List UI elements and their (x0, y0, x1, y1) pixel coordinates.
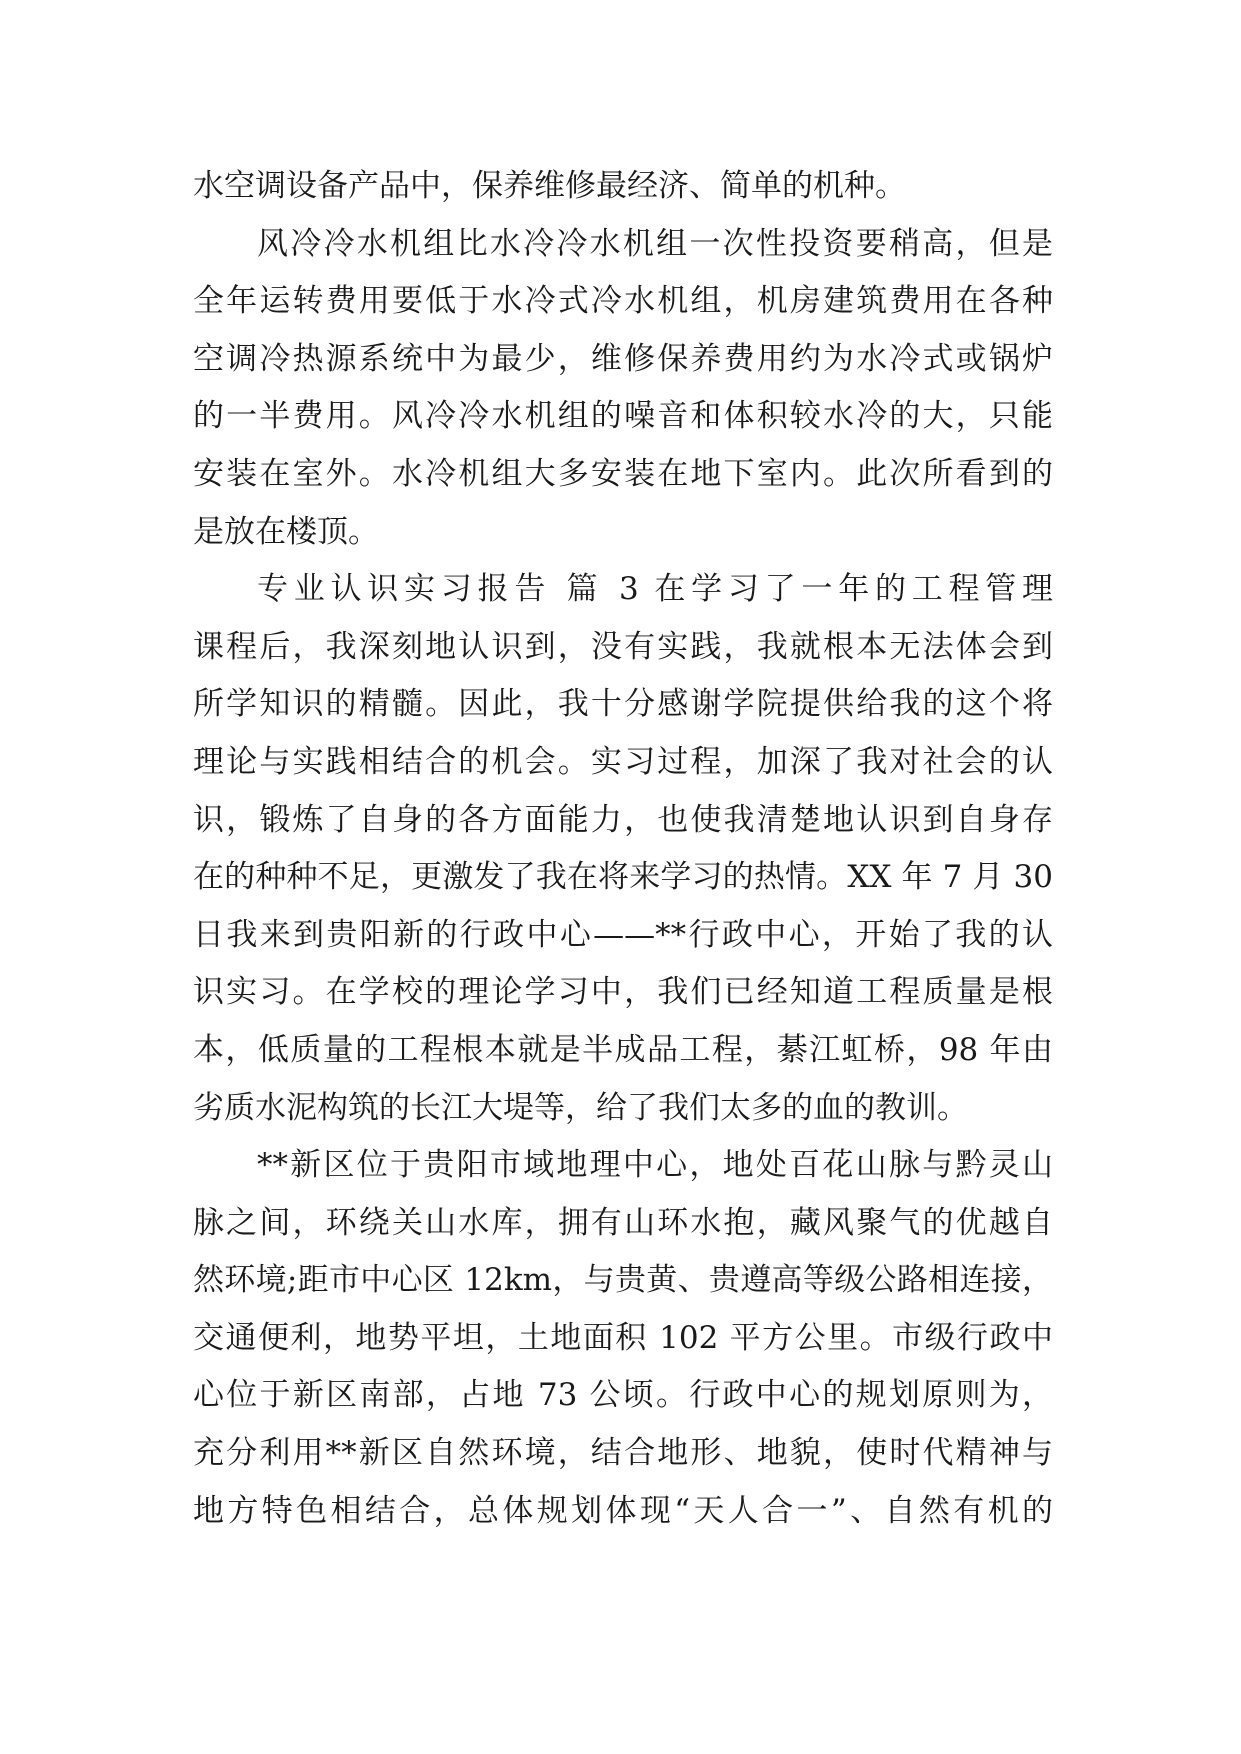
text-line: 脉之间，环绕关山水库，拥有山环水抱，藏风聚气的优越自 (193, 1204, 1053, 1241)
text-line: 地方特色相结合，总体规划体现“天人合一”、自然有机的 (193, 1492, 1053, 1529)
text-line: 理论与实践相结合的机会。实习过程，加深了我对社会的认 (193, 743, 1053, 780)
text-line: 日我来到贵阳新的行政中心——**行政中心，开始了我的认 (193, 916, 1053, 953)
text-line: 空调冷热源系统中为最少，维修保养费用约为水冷式或锅炉 (193, 340, 1053, 377)
text-line: 专业认识实习报告 篇 3 在学习了一年的工程管理 (257, 571, 1053, 608)
text-line: 然环境;距市中心区 12km，与贵黄、贵遵高等级公路相连接， (193, 1262, 1053, 1299)
text-line: 风冷冷水机组比水冷冷水机组一次性投资要稍高，但是 (257, 225, 1053, 262)
text-line: 全年运转费用要低于水冷式冷水机组，机房建筑费用在各种 (193, 283, 1053, 320)
text-line: 充分利用**新区自然环境，结合地形、地貌，使时代精神与 (193, 1435, 1053, 1472)
text-line: 心位于新区南部，占地 73 公顷。行政中心的规划原则为， (193, 1377, 1053, 1414)
text-line: 所学知识的精髓。因此，我十分感谢学院提供给我的这个将 (193, 686, 1053, 723)
text-line: 安装在室外。水冷机组大多安装在地下室内。此次所看到的 (193, 455, 1053, 492)
text-line: 水空调设备产品中，保养维修最经济、简单的机种。 (193, 168, 906, 204)
text-line: 本，低质量的工程根本就是半成品工程，綦江虹桥，98 年由 (193, 1031, 1053, 1068)
text-line: 交通便利，地势平坦，土地面积 102 平方公里。市级行政中 (193, 1319, 1053, 1356)
text-line: 在的种种不足，更激发了我在将来学习的热情。XX 年 7 月 30 (193, 859, 1053, 896)
text-line: 识实习。在学校的理论学习中，我们已经知道工程质量是根 (193, 974, 1053, 1011)
text-line: 课程后，我深刻地认识到，没有实践，我就根本无法体会到 (193, 628, 1053, 665)
text-line: **新区位于贵阳市域地理中心，地处百花山脉与黔灵山 (257, 1147, 1053, 1184)
text-line: 是放在楼顶。 (193, 513, 379, 550)
text-line: 识，锻炼了自身的各方面能力，也使我清楚地认识到自身存 (193, 801, 1053, 838)
text-line: 劣质水泥构筑的长江大堤等，给了我们太多的血的教训。 (193, 1089, 968, 1126)
text-line: 的一半费用。风冷冷水机组的噪音和体积较水冷的大，只能 (193, 398, 1053, 435)
document-body (193, 158, 1053, 1540)
